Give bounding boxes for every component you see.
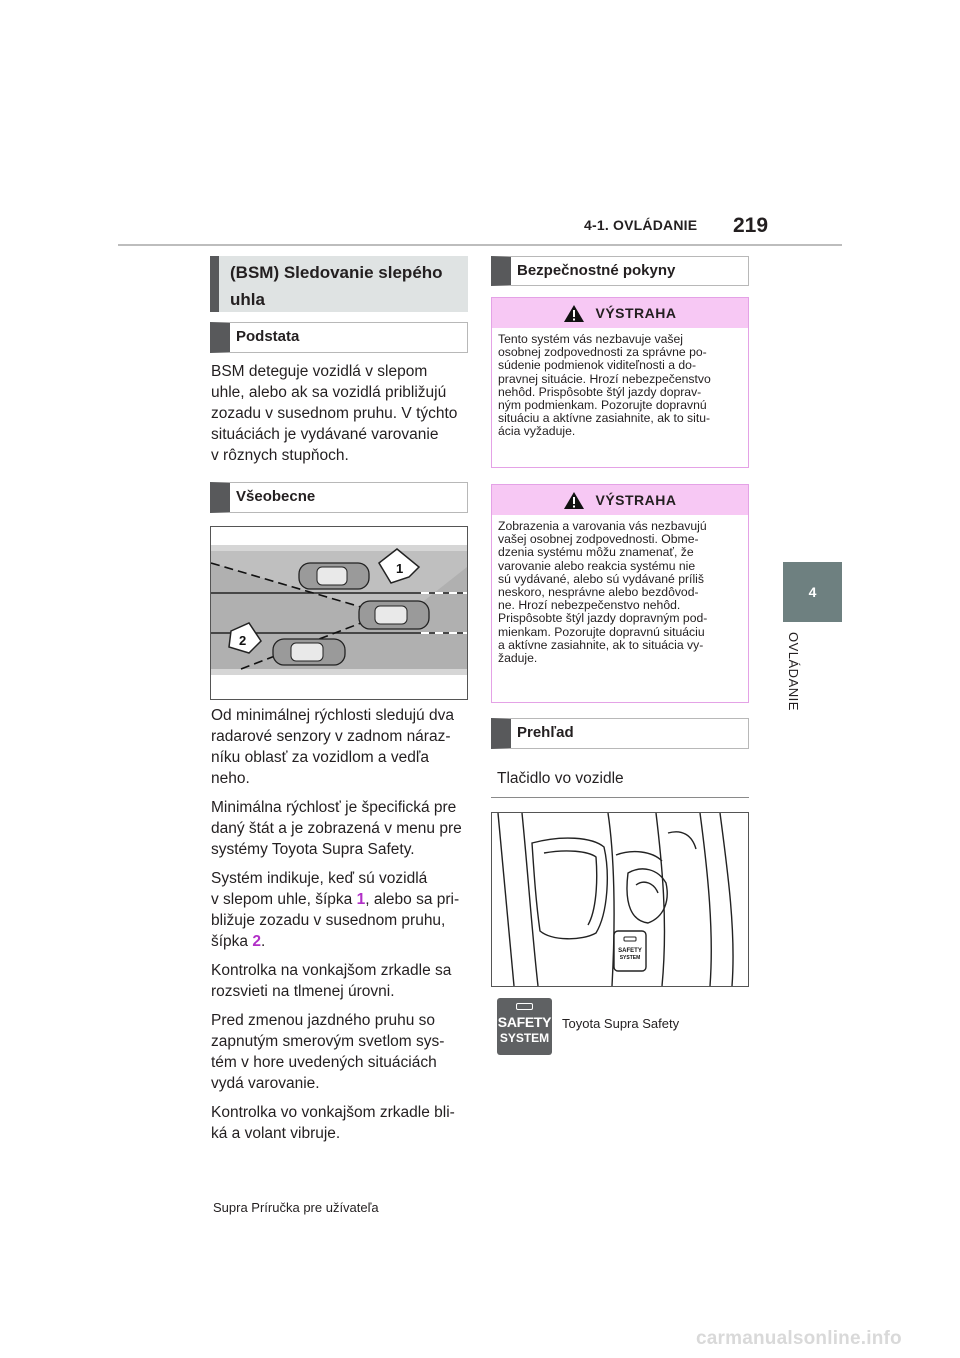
paragraph: Pred zmenou jazdného pruhu so zapnutým smerovým svetlom sys- tém v hore uvedených situáciách vydá varovanie. <box>211 1012 445 1092</box>
warning-text: Zobrazenia a varovania vás nezbavujú vašej osobnej zodpovednosti. Obme- dzenia systému môžu znamenať, že varovanie alebo reakcia systému nie sú vydávané, alebo sú vydávané príliš neskoro, nesprávne alebo bezdôvod- ne. Hrozí nebezpečenstvo nehôd. Prispôsobte štýl jazdy dopravným pod- mienkam. Pozorujte dopravnú situáciu a aktívne zasiahnite, ak to situácia vy- žaduje. <box>498 519 708 666</box>
header-rule <box>118 244 842 246</box>
heading-podstata: Podstata <box>210 322 468 353</box>
paragraph: Minimálna rýchlosť je špecifická pre daný štát a je zobrazená v menu pre systémy Toyota Supra Safety. <box>211 799 462 858</box>
page-number: 219 <box>733 214 769 237</box>
paragraph: Kontrolka na vonkajšom zrkadle sa rozsvieti na tlmenej úrovni. <box>211 962 452 1000</box>
intro-paragraph <box>211 361 471 466</box>
warning-title: VÝSTRAHA <box>595 305 677 321</box>
warning-text: Tento systém vás nezbavuje vašej osobnej zodpovednosti za správne po- súdenie podmienok viditeľnosti a do- pravnej situácie. Hrozí nebezpečenstvo nehôd. Prispôsobte štýl jazdy doprav- ným podmienkam. Pozorujte dopravnú situáciu a aktívne zasiahnite, ak to situ- ácia vyžaduje. <box>498 332 711 439</box>
paragraph: Od minimálnej rýchlosti sledujú dva radarové senzory v zadnom náraz- níku oblasť za vozidlom a vedľa neho. <box>211 707 454 787</box>
chapter-number: 4 <box>808 584 817 600</box>
footer-text: Supra Príručka pre užívateľa <box>213 1200 379 1215</box>
car-top <box>299 563 369 589</box>
heading-safety: Bezpečnostné pokyny <box>491 256 749 286</box>
paragraph: Kontrolka vo vonkajšom zrkadle bli- ká a volant vibruje. <box>211 1104 455 1142</box>
chapter-tab <box>783 562 842 622</box>
car-bottom <box>273 639 345 665</box>
svg-text:2: 2 <box>239 633 247 648</box>
console-figure <box>491 812 749 987</box>
warning-title: VÝSTRAHA <box>595 492 677 508</box>
warning-triangle-icon <box>563 491 585 510</box>
button-caption: Tlačidlo vo vozidle <box>491 770 749 798</box>
warning-header <box>492 485 748 515</box>
intro-line: BSM deteguje vozidlá v slepom <box>211 363 428 380</box>
safety-system-label: Toyota Supra Safety <box>562 1016 680 1031</box>
car-ego <box>359 601 429 629</box>
intro-line: situáciách je vydávané varovanie <box>211 426 439 443</box>
chapter-label-text: OVLÁDANIE <box>786 632 801 711</box>
warning-triangle-icon <box>563 304 585 323</box>
watermark: carmanualsonline.info <box>696 1328 902 1349</box>
chapter-label <box>779 632 809 732</box>
paragraph-indication: Systém indikuje, keď sú vozidlá v slepom uhle, šípka 1, alebo sa pri- bližuje zozadu v susednom pruhu, šípka 2. <box>211 870 460 950</box>
warning-box-1 <box>491 297 749 468</box>
heading-overview: Prehľad <box>491 718 749 749</box>
safety-system-button-icon: SAFETY SYSTEM <box>497 998 552 1055</box>
section-title: 4-1. OVLÁDANIE <box>584 217 698 233</box>
arrow-ref-1: 1 <box>356 891 366 908</box>
intro-line: zozadu v susednom pruhu. V týchto <box>211 405 458 422</box>
heading-vseobecne: Všeobecne <box>210 482 468 513</box>
intro-line: uhle, alebo ak sa vozidlá približujú <box>211 384 447 401</box>
body-paragraphs <box>211 705 473 1152</box>
arrow-ref-2: 2 <box>252 933 261 950</box>
blind-spot-figure <box>210 526 468 700</box>
warning-box-2 <box>491 484 749 703</box>
svg-text:SAFETY: SAFETY <box>618 948 642 954</box>
road-illustration <box>211 527 467 699</box>
svg-text:1: 1 <box>396 561 404 576</box>
svg-text:SYSTEM: SYSTEM <box>619 955 641 961</box>
console-illustration <box>492 813 748 986</box>
warning-header <box>492 298 748 328</box>
main-heading: (BSM) Sledovanie slepého uhla <box>210 256 468 312</box>
intro-line: v rôznych stupňoch. <box>211 447 349 464</box>
